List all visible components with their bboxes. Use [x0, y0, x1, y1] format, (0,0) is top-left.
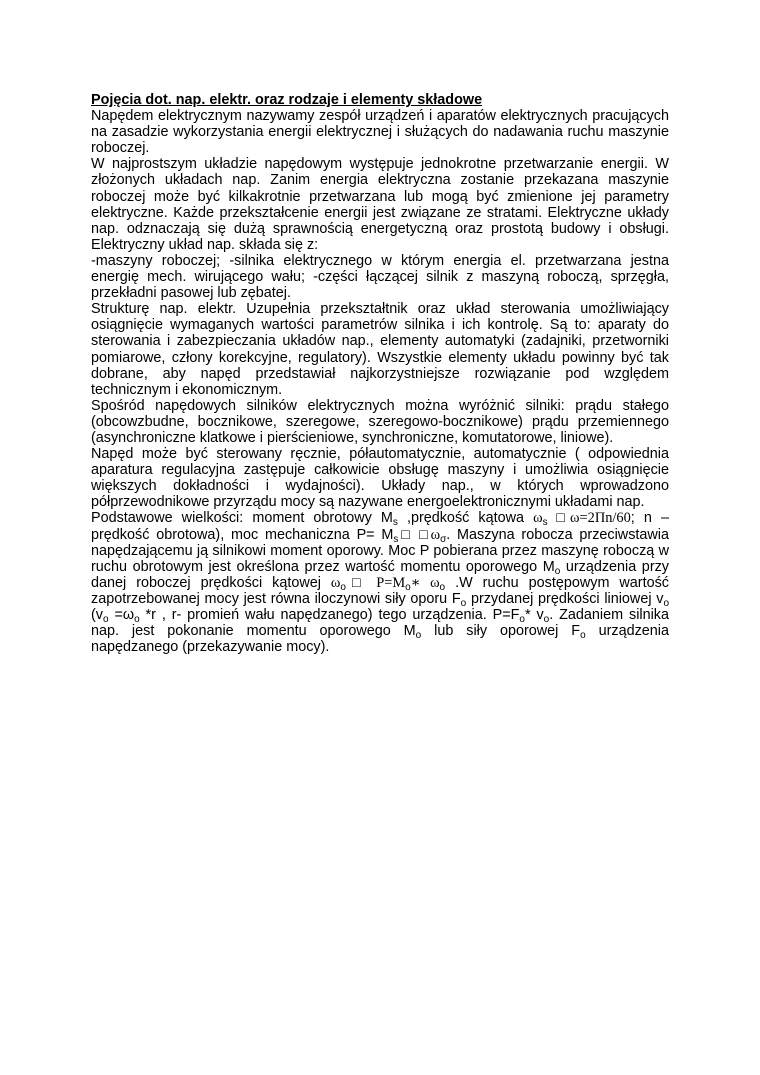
- text-span: =ω: [108, 607, 135, 623]
- paragraph-structure: Strukturę nap. elektr. Uzupełnia przekształtnik oraz układ sterowania umożliwiający osiągnięcie wymaganych wartości parametrów silnika i ich kontrolę. Są to: aparaty do sterowania i zabezpieczania układów nap., elementy automatyki (zadajniki, przetworniki pomiarowe, człony korekcyjne, regulatory). Wszystkie elementy układu powinny być tak dobrane, aby napęd przedstawiał najkorzystniejsze rozwiązanie pod względem technicznym i ekonomicznym.: [91, 301, 669, 398]
- text-span: lub siły oporowej F: [421, 623, 581, 640]
- formula-symbol: ∗ ω: [410, 574, 440, 591]
- document-title: Pojęcia dot. nap. elektr. oraz rodzaje i elementy składowe: [91, 92, 483, 108]
- document-body: [91, 92, 669, 655]
- subscript: o: [580, 630, 586, 642]
- text-span: przydanej prędkości liniowej v: [466, 590, 664, 607]
- text-span: ; n – prędkość obrotowa), moc mechaniczna P= M: [91, 510, 669, 543]
- subscript: o: [340, 581, 346, 593]
- text-span: (v: [91, 607, 103, 623]
- subscript: o: [134, 614, 140, 625]
- omega-symbol: ω: [330, 574, 341, 591]
- paragraph-definition: Napędem elektrycznym nazywamy zespół urządzeń i aparatów elektrycznych pracujących na zasadzie wykorzystania energii elektrycznej i służących do nadawania ruchu maszynie roboczej.: [91, 108, 669, 157]
- subscript: o: [439, 581, 446, 593]
- subscript: s: [393, 533, 399, 545]
- subscript: o: [519, 614, 525, 625]
- subscript: o: [103, 614, 109, 625]
- formula-symbol: □ P=M: [345, 574, 406, 591]
- paragraph-control: Napęd może być sterowany ręcznie, półautomatycznie, automatycznie ( odpowiednia aparatura regulacyjna zastępuje całkowicie obsługę maszyny i umożliwia osiągnięcie większych dokładności i wydajności). Układy nap., w których wprowadzono półprzewodnikowe przyrządu mocy są nazywane energoelektronicznymi układami nap.: [91, 446, 669, 511]
- formula-symbol: □ω=2Πn/60: [547, 510, 631, 527]
- subscript: o: [543, 614, 550, 625]
- paragraph-energy-conversion: W najprostszym układzie napędowym występuje jednokrotne przetwarzanie energii. W złożonych układach nap. Zanim energia elektryczna zostanie przekazana maszynie roboczej może być kilkakrotnie przetwarzana lub mogą być zmienione jej parametry elektryczne. Każde przekształcenie energii jest związane ze stratami. Elektryczne układy nap. odznaczają się dużą sprawnością energetyczną oraz prostotą budowy i obsługi. Elektryczny układ nap. składa się z:: [91, 156, 669, 253]
- paragraph-components: -maszyny roboczej; -silnika elektrycznego w którym energia el. przetwarzana jestna energię mech. wirującego wału; -części łączącej silnik z maszyną roboczą, sprzęgła, przekładni pasowej lub zębatej.: [91, 252, 669, 302]
- text-span: urządzenia napędzanego (przekazywanie mocy).: [91, 623, 669, 656]
- paragraph-motor-types: Spośród napędowych silników elektrycznych można wyróżnić silniki: prądu stałego (obcowzbudne, bocznikowe, szeregowe, szeregowo-bocznikowe) prądu przemiennego (asynchroniczne klatkowe i pierścieniowe, synchroniczne, komutatorowe, liniowe).: [91, 397, 669, 446]
- text-span: Podstawowe wielkości: moment obrotowy M: [91, 510, 393, 527]
- text-span: . Maszyna robocza przeciwstawia napędzającemu ją silnikowi moment oporowy. Moc P pobierana przez maszynę roboczą w ruchu obrotowym jest określona przez wartość momentu oporowego M: [91, 526, 669, 575]
- subscript: o: [554, 565, 561, 577]
- subscript: s: [392, 517, 398, 529]
- subscript: σ: [440, 533, 447, 545]
- omega-symbol: ω: [533, 510, 543, 527]
- subscript: o: [415, 630, 422, 642]
- text-span: * v: [524, 607, 544, 623]
- paragraph-basic-quantities: [91, 510, 669, 655]
- formula-symbol: □ □ω: [398, 526, 441, 543]
- text-span: . Zadaniem silnika nap. jest pokonanie momentu oporowego M: [91, 607, 669, 640]
- subscript: o: [663, 597, 669, 609]
- subscript: o: [405, 581, 411, 593]
- text-span: urządzenia przy danej roboczej prędkości kątowej: [91, 558, 669, 591]
- text-span: *r , r- promień wału napędzanego) tego urządzenia. P=F: [139, 607, 520, 623]
- subscript: s: [542, 517, 548, 529]
- subscript: o: [460, 597, 467, 609]
- text-span: ,prędkość kątowa: [397, 510, 534, 527]
- text-span: .W ruchu postępowym wartość zapotrzebowanej mocy jest równa iloczynowi siły oporu F: [91, 574, 669, 607]
